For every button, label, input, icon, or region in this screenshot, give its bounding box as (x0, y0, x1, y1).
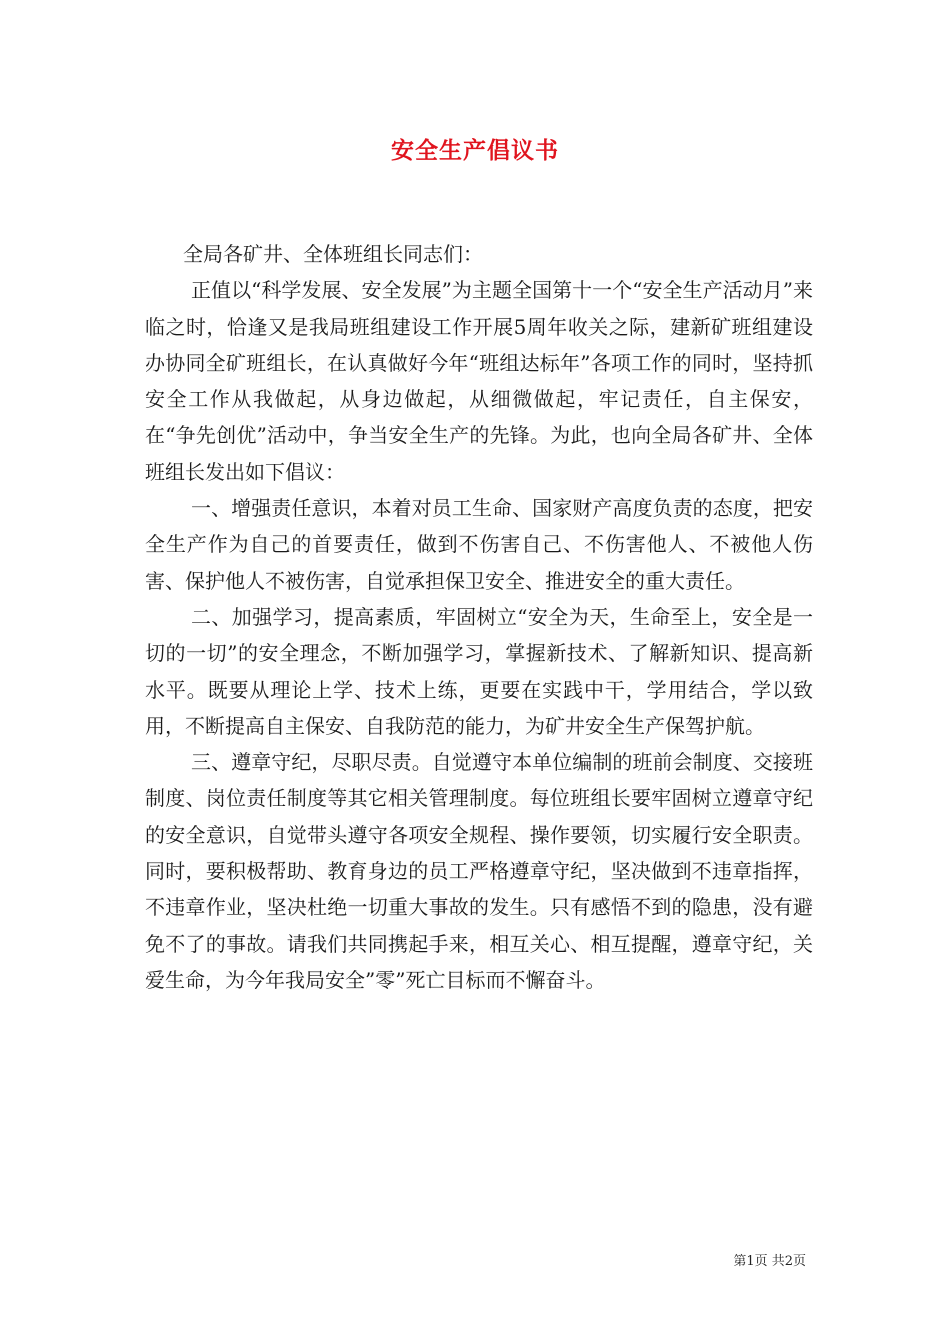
page-number: 第1页 共2页 (733, 1254, 806, 1269)
salutation: 全局各矿井、全体班组长同志们： (183, 242, 483, 266)
document-title: 安全生产倡议书 (391, 137, 559, 164)
paragraph-intro: 正值以“科学发展、安全发展”为主题全国第十一个“安全生产活动月”来临之时，恰逢又是我局班组建设工作开展5周年收关之际，建新矿班组建设办协同全矿班组长，在认真做好今年“班组达标年”各项工作的同时，坚持抓安全工作从我做起，从身边做起，从细微做起，牢记责任，自主保安，在“争先创优”活动中，争当安全生产的先锋。为此，也向全局各矿井、全体班组长发出如下倡议： (145, 278, 813, 484)
paragraph-item-1: 一、增强责任意识，本着对员工生命、国家财产高度负责的态度，把安全生产作为自己的首要责任，做到不伤害自己、不伤害他人、不被他人伤害、保护他人不被伤害，自觉承担保卫安全、推进安全的重大责任。 (145, 496, 813, 593)
paragraph-item-3: 三、遵章守纪，尽职尽责。自觉遵守本单位编制的班前会制度、交接班制度、岗位责任制度等其它相关管理制度。每位班组长要牢固树立遵章守纪的安全意识，自觉带头遵守各项安全规程、操作要领，切实履行安全职责。同时，要积极帮助、教育身边的员工严格遵章守纪，坚决做到不违章指挥，不违章作业，坚决杜绝一切重大事故的发生。只有感悟不到的隐患，没有避免不了的事故。请我们共同携起手来，相互关心、相互提醒，遵章守纪，关爱生命，为今年我局安全”零”死亡目标而不懈奋斗。 (145, 750, 813, 992)
paragraph-item-2: 二、加强学习，提高素质，牢固树立“安全为天，生命至上，安全是一切的一切”的安全理念，不断加强学习，掌握新技术、了解新知识、提高新水平。既要从理论上学、技术上练，更要在实践中干，学用结合，学以致用，不断提高自主保安、自我防范的能力，为矿井安全生产保驾护航。 (145, 604, 813, 738)
document-body (145, 236, 813, 998)
